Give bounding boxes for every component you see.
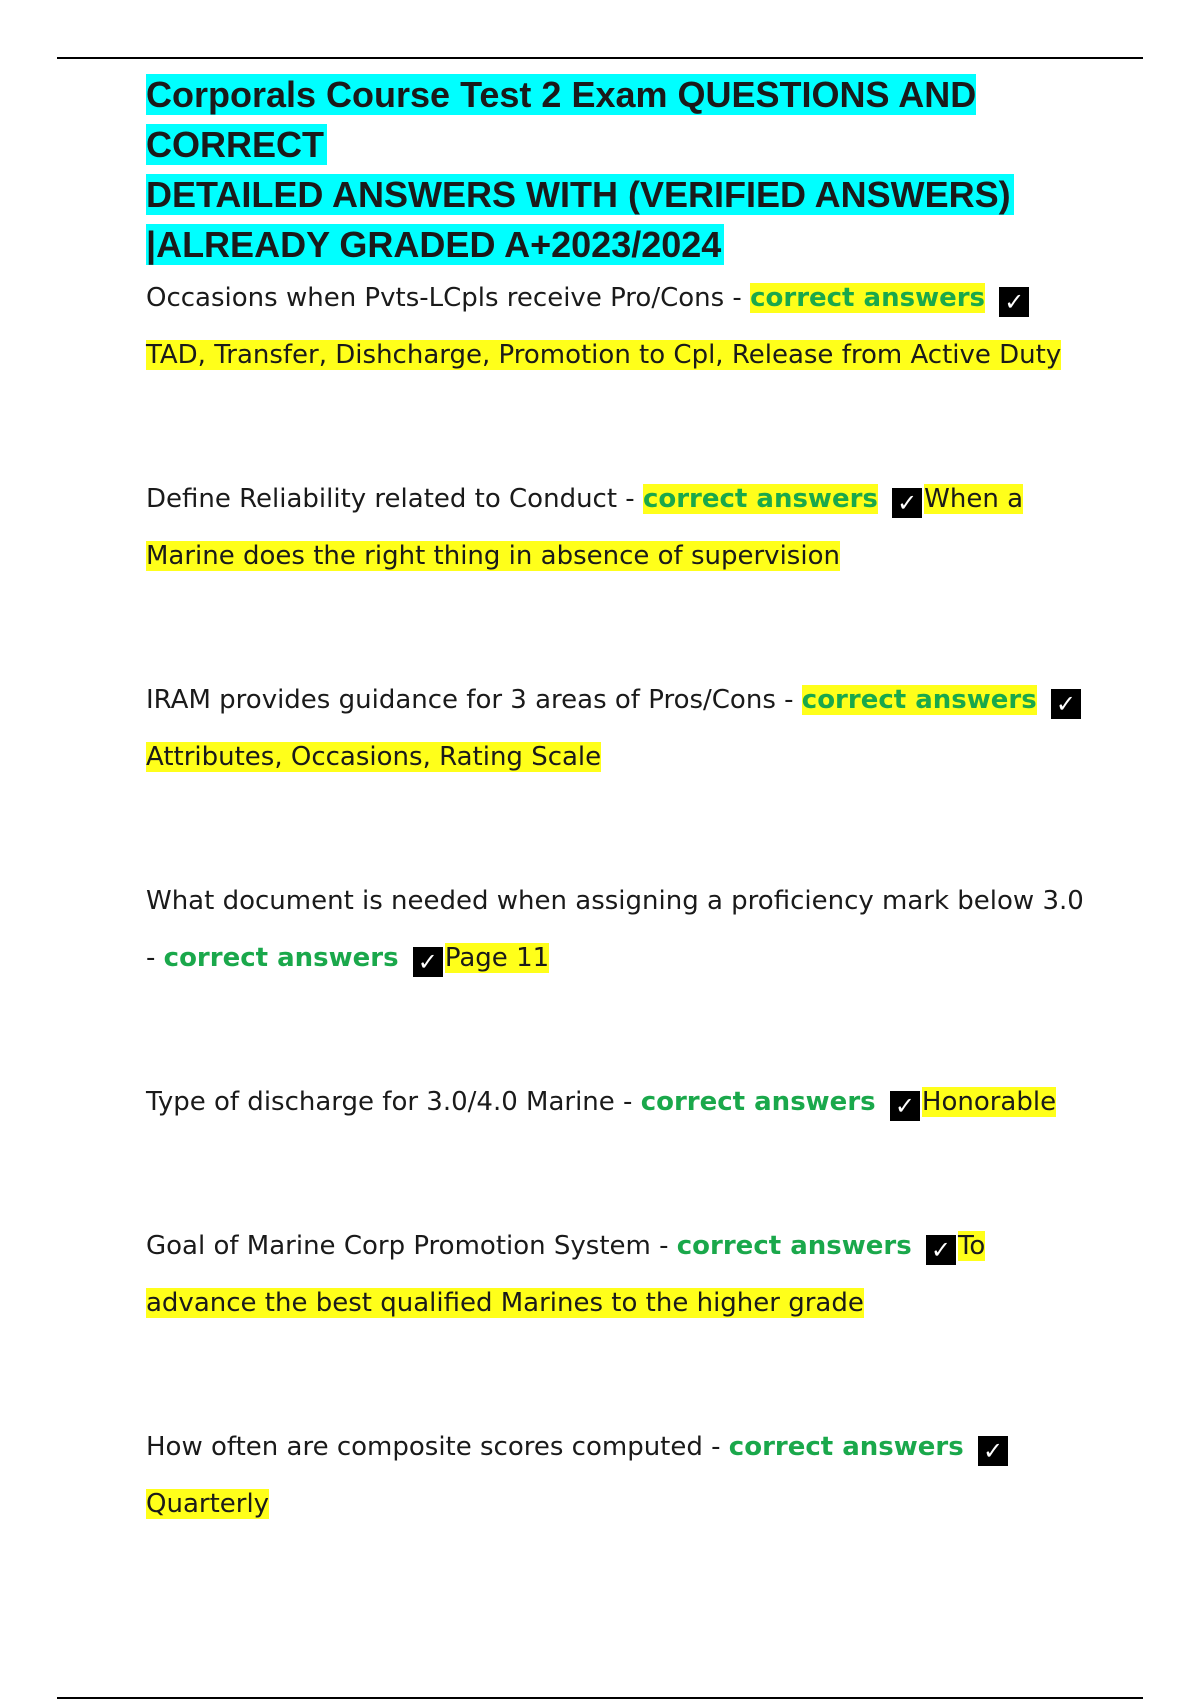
- checkbox-checked-icon: ✓: [892, 488, 922, 518]
- answer-text: To advance the best qualified Marines to the higher grade: [146, 1231, 986, 1318]
- answer-text: TAD, Transfer, Dishcharge, Promotion to Cpl, Release from Active Duty: [146, 340, 1062, 370]
- question-text: What document is needed when assigning a proficiency mark below 3.0 -: [146, 886, 1084, 973]
- checkbox-checked-icon: ✓: [1051, 689, 1081, 719]
- checkbox-checked-icon: ✓: [926, 1235, 956, 1265]
- question-text: IRAM provides guidance for 3 areas of Pros/Cons -: [146, 685, 802, 715]
- qa-item: [146, 1419, 1091, 1533]
- qa-item: [146, 1074, 1091, 1131]
- qa-item: [146, 873, 1091, 987]
- answer-text: Quarterly: [146, 1489, 270, 1519]
- document-body: [146, 70, 1091, 1533]
- checkbox-checked-icon: ✓: [413, 947, 443, 977]
- correct-answers-label: correct answers: [728, 1432, 964, 1462]
- correct-answers-label: correct answers: [750, 283, 986, 313]
- correct-answers-label: correct answers: [676, 1231, 912, 1261]
- title-line-2: DETAILED ANSWERS WITH (VERIFIED ANSWERS): [146, 174, 1014, 215]
- answer-text: When a Marine does the right thing in absence of supervision: [146, 484, 1024, 571]
- qa-item: [146, 1218, 1091, 1332]
- checkbox-checked-icon: ✓: [999, 287, 1029, 317]
- question-text: Define Reliability related to Conduct -: [146, 484, 643, 514]
- qa-item: [146, 270, 1091, 384]
- question-text: How often are composite scores computed -: [146, 1432, 729, 1462]
- qa-item: [146, 672, 1091, 786]
- answer-text: Honorable: [921, 1087, 1057, 1117]
- answer-text: Attributes, Occasions, Rating Scale: [146, 742, 602, 772]
- correct-answers-label: correct answers: [163, 943, 399, 973]
- checkbox-checked-icon: ✓: [978, 1436, 1008, 1466]
- correct-answers-label: correct answers: [801, 685, 1037, 715]
- question-text: Occasions when Pvts-LCpls receive Pro/Cons -: [146, 283, 751, 313]
- question-text: Type of discharge for 3.0/4.0 Marine -: [146, 1087, 641, 1117]
- title-line-3: |ALREADY GRADED A+2023/2024: [146, 224, 724, 265]
- qa-item: [146, 471, 1091, 585]
- checkbox-checked-icon: ✓: [890, 1091, 920, 1121]
- correct-answers-label: correct answers: [640, 1087, 876, 1117]
- correct-answers-label: correct answers: [642, 484, 878, 514]
- question-text: Goal of Marine Corp Promotion System -: [146, 1231, 677, 1261]
- bottom-rule: [57, 1697, 1143, 1699]
- top-rule: [57, 57, 1143, 59]
- title-line-1: Corporals Course Test 2 Exam QUESTIONS AND CORRECT: [146, 74, 977, 165]
- answer-text: Page 11: [444, 943, 550, 973]
- document-title: [146, 70, 1091, 270]
